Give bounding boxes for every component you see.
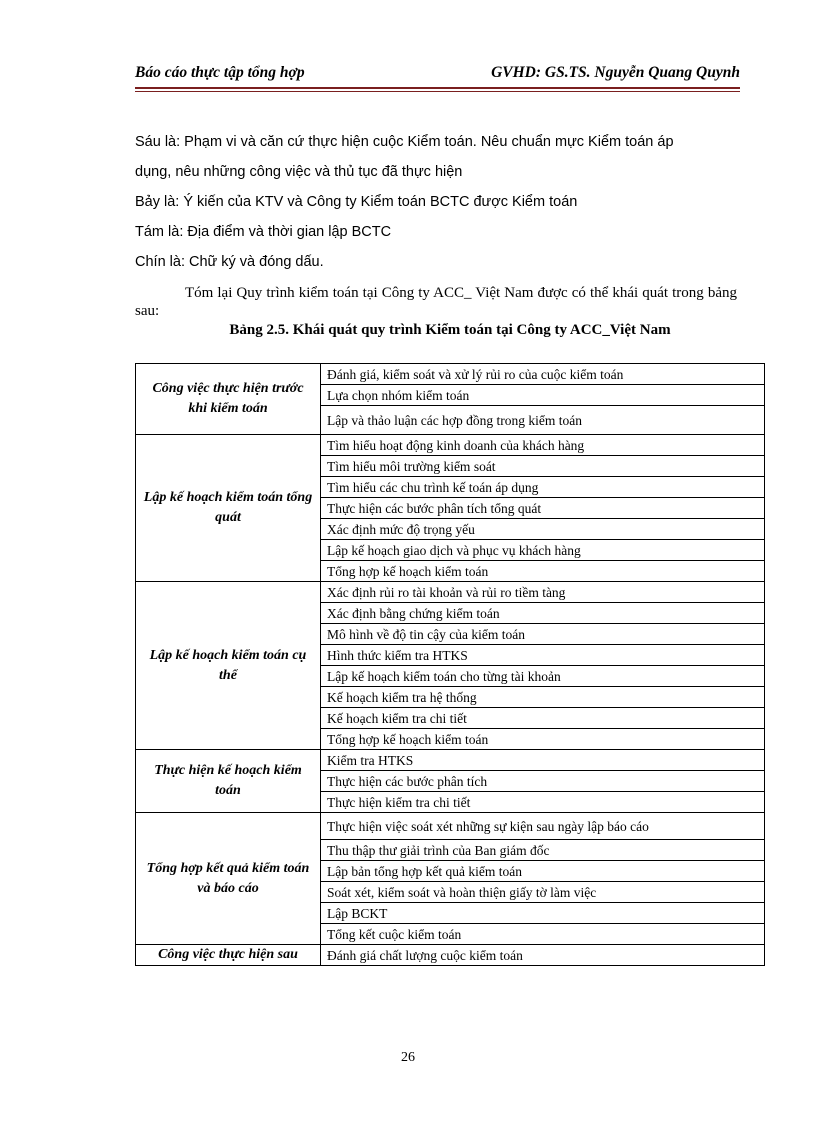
summary-paragraph: Tóm lại Quy trình kiểm toán tại Công ty ACC_ Việt Nam được có thể khái quát trong bảng sau: bbox=[135, 285, 737, 319]
task-cell: Thực hiện kiểm tra chi tiết bbox=[321, 792, 765, 813]
task-cell: Lập kế hoạch giao dịch và phục vụ khách hàng bbox=[321, 540, 765, 561]
task-cell: Tìm hiểu các chu trình kế toán áp dụng bbox=[321, 477, 765, 498]
table-row bbox=[136, 435, 765, 456]
page-header bbox=[135, 64, 740, 86]
task-cell: Kế hoạch kiểm tra chi tiết bbox=[321, 708, 765, 729]
task-cell: Hình thức kiểm tra HTKS bbox=[321, 645, 765, 666]
task-cell: Thực hiện việc soát xét những sự kiện sau ngày lập báo cáo bbox=[321, 813, 765, 840]
table-row bbox=[136, 750, 765, 771]
table-row bbox=[136, 945, 765, 966]
task-cell: Tìm hiểu hoạt động kinh doanh của khách hàng bbox=[321, 435, 765, 456]
task-cell: Đánh giá, kiểm soát và xử lý rủi ro của cuộc kiểm toán bbox=[321, 364, 765, 385]
report-title: Báo cáo thực tập tổng hợp bbox=[135, 64, 305, 81]
stage-cell: Tổng hợp kết quả kiểm toán và báo cáo bbox=[136, 813, 321, 945]
table-row bbox=[136, 364, 765, 385]
stage-cell: Lập kế hoạch kiểm toán cụ thể bbox=[136, 582, 321, 750]
task-cell: Xác định bằng chứng kiểm toán bbox=[321, 603, 765, 624]
page-number: 26 bbox=[401, 1050, 415, 1065]
task-cell: Kiểm tra HTKS bbox=[321, 750, 765, 771]
header-rule bbox=[135, 87, 740, 89]
task-cell: Lựa chọn nhóm kiểm toán bbox=[321, 385, 765, 406]
paragraph-line: Sáu là: Phạm vi và căn cứ thực hiện cuộc Kiểm toán. Nêu chuẩn mực Kiểm toán áp bbox=[135, 134, 674, 150]
task-cell: Đánh giá chất lượng cuộc kiểm toán bbox=[321, 945, 765, 966]
task-cell: Soát xét, kiểm soát và hoàn thiện giấy tờ làm việc bbox=[321, 882, 765, 903]
header-rule-thin bbox=[135, 91, 740, 92]
table-row bbox=[136, 582, 765, 603]
task-cell: Lập bản tổng hợp kết quả kiểm toán bbox=[321, 861, 765, 882]
task-cell: Tìm hiểu môi trường kiểm soát bbox=[321, 456, 765, 477]
stage-cell: Công việc thực hiện sau bbox=[136, 945, 321, 966]
task-cell: Thực hiện các bước phân tích tổng quát bbox=[321, 498, 765, 519]
task-cell: Tổng hợp kế hoạch kiểm toán bbox=[321, 561, 765, 582]
task-cell: Tổng hợp kế hoạch kiểm toán bbox=[321, 729, 765, 750]
task-cell: Lập BCKT bbox=[321, 903, 765, 924]
table-caption: Bảng 2.5. Khái quát quy trình Kiểm toán tại Công ty ACC_Việt Nam bbox=[229, 322, 671, 338]
paragraph-line: Tám là: Địa điểm và thời gian lập BCTC bbox=[135, 224, 392, 240]
task-cell: Thu thập thư giải trình của Ban giám đốc bbox=[321, 840, 765, 861]
task-cell: Kế hoạch kiểm tra hệ thống bbox=[321, 687, 765, 708]
task-cell: Xác định rủi ro tài khoản và rủi ro tiềm tàng bbox=[321, 582, 765, 603]
task-cell: Lập kế hoạch kiểm toán cho từng tài khoản bbox=[321, 666, 765, 687]
table-row bbox=[136, 813, 765, 840]
stage-cell: Thực hiện kế hoạch kiểm toán bbox=[136, 750, 321, 813]
task-cell: Tổng kết cuộc kiểm toán bbox=[321, 924, 765, 945]
audit-process-table bbox=[135, 363, 765, 966]
task-cell: Mô hình về độ tin cậy của kiểm toán bbox=[321, 624, 765, 645]
stage-cell: Lập kế hoạch kiểm toán tổng quát bbox=[136, 435, 321, 582]
paragraph-line: dụng, nêu những công việc và thủ tục đã thực hiện bbox=[135, 164, 463, 180]
task-cell: Thực hiện các bước phân tích bbox=[321, 771, 765, 792]
paragraph-line: Bảy là: Ý kiến của KTV và Công ty Kiểm toán BCTC được Kiểm toán bbox=[135, 194, 578, 210]
paragraph-line: Chín là: Chữ ký và đóng dấu. bbox=[135, 254, 324, 270]
supervisor: GVHD: GS.TS. Nguyễn Quang Quynh bbox=[491, 64, 740, 81]
task-cell: Xác định mức độ trọng yếu bbox=[321, 519, 765, 540]
task-cell: Lập và thảo luận các hợp đồng trong kiểm toán bbox=[321, 406, 765, 435]
stage-cell: Công việc thực hiện trước khi kiểm toán bbox=[136, 364, 321, 435]
